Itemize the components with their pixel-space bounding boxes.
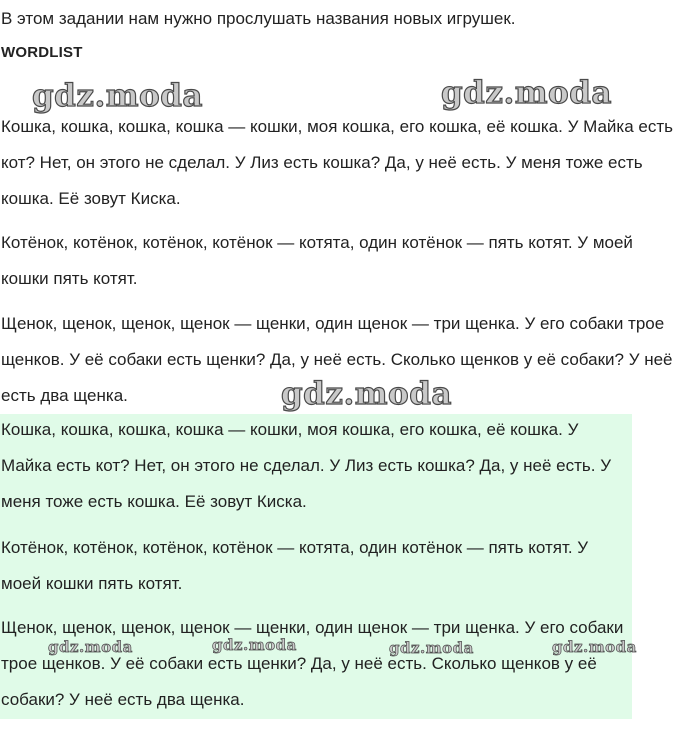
paragraph-puppy: Щенок, щенок, щенок, щенок — щенки, один щенок — три щенка. У его собаки трое щенков. У её собаки есть щенки? Да, у неё есть. Сколько щенков у её собаки? У неё есть два щенка. [1,314,673,405]
watermark-logo: gdz.moda [32,78,203,114]
watermark-logo: gdz.moda [212,636,297,654]
highlighted-paragraph-puppy: Щенок, щенок, щенок, щенок — щенки, один щенок — три щенка. У его собаки трое щенков. У её собаки есть щенки? Да, у неё есть. Сколько щенков у её собаки? У неё есть два щенка. [1,618,624,709]
wordlist-heading: WORDLIST [1,44,83,61]
intro-text: В этом задании нам нужно прослушать названия новых игрушек. [1,9,516,28]
watermark-logo: gdz.moda [552,638,637,656]
watermark-logo: gdz.moda [281,376,452,412]
paragraph-kitten: Котёнок, котёнок, котёнок, котёнок — котята, один котёнок — пять котят. У моей кошки пять котят. [1,233,633,288]
highlighted-paragraph-kitten: Котёнок, котёнок, котёнок, котёнок — котята, один котёнок — пять котят. У моей кошки пять котят. [1,538,589,593]
paragraph-cat: Кошка, кошка, кошка, кошка — кошки, моя кошка, его кошка, её кошка. У Майка есть кот? Нет, он этого не сделал. У Лиз есть кошка? Да, у неё есть. У меня тоже есть кошка. Её зовут Киска. [1,117,673,208]
watermark-logo: gdz.moda [48,638,133,656]
watermark-logo: gdz.moda [389,639,474,657]
highlighted-paragraph-cat: Кошка, кошка, кошка, кошка — кошки, моя кошка, его кошка, её кошка. У Майка есть кот? Нет, он этого не сделал. У Лиз есть кошка? Да, у неё есть. У меня тоже есть кошка. Её зовут Киска. [1,420,612,511]
watermark-logo: gdz.moda [441,75,612,111]
